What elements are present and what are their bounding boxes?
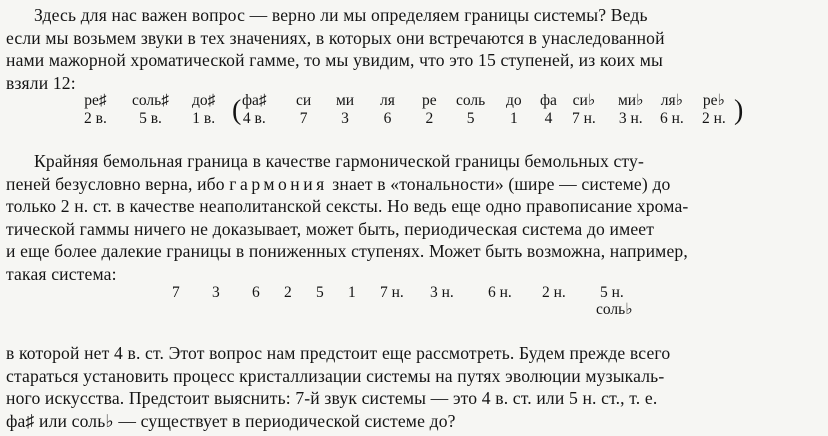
note-degree: 5 в. — [139, 110, 162, 127]
note-cell — [192, 92, 215, 128]
note-degree: 3 н. — [618, 110, 643, 127]
note-cell — [456, 92, 485, 128]
open-parenthesis: ( — [232, 95, 242, 126]
degree-item: 6 — [252, 284, 260, 301]
text-line: ного искусства. Предстоит выяснить: 7-й звук системы — это 4 в. ст. или 5 н. ст., т. е. — [6, 388, 658, 409]
note-cell — [702, 92, 726, 128]
note-cell — [336, 92, 354, 128]
note-degree: 4 — [544, 110, 553, 127]
text-line: Здесь для нас важен вопрос — верно ли мы определяем границы системы? Ведь — [34, 5, 648, 25]
degree-sequence — [160, 284, 680, 320]
note-degree: 3 — [341, 110, 349, 127]
note-name: си — [296, 92, 312, 109]
text-line: только 2 н. ст. в качестве неаполитанской сексты. Но ведь еще одно правописание хрома- — [6, 196, 689, 217]
degree-item: 7 — [172, 284, 180, 301]
note-degree: 6 — [383, 110, 392, 127]
close-parenthesis: ) — [734, 95, 744, 126]
note-cell — [132, 92, 169, 128]
note-cell — [506, 92, 522, 128]
text-line: такая система: — [6, 263, 117, 284]
degree-item: 7 н. — [380, 284, 404, 301]
text-line: нами мажорной хроматической гамме, то мы увидим, что это 15 ступеней, из коих мы — [6, 50, 663, 71]
degree-item: 3 н. — [430, 284, 454, 301]
paragraph-question — [6, 342, 826, 432]
emphasized-word: гармония — [229, 173, 328, 194]
note-name: до — [506, 92, 522, 109]
paragraph-intro — [6, 4, 826, 94]
note-degree: 1 — [509, 110, 518, 127]
text-line: тической гаммы ничего не доказывает, может быть, периодическая система до имеет — [6, 218, 655, 239]
notes-degree-table — [84, 92, 744, 136]
note-cell — [380, 92, 395, 128]
degree-sub-label: соль♭ — [596, 301, 633, 318]
note-name: ми — [336, 92, 355, 109]
note-name: ре♭ — [702, 92, 725, 109]
note-name: соль♯ — [132, 92, 169, 109]
text-fragment: пеней безусловно верна, ибо — [6, 173, 225, 194]
note-degree: 5 — [466, 110, 475, 127]
note-name: до♯ — [192, 92, 216, 109]
text-line: Крайняя бемольная граница в качестве гармонической границы бемольных сту- — [34, 151, 644, 171]
note-name: фа♯ — [242, 92, 267, 109]
text-line: и еще более далекие границы в пониженных ступенях. Может быть возможна, например, — [6, 241, 688, 262]
text-line: фа♯ или соль♭ — существует в периодической системе до? — [6, 410, 456, 431]
note-cell — [572, 92, 596, 128]
note-name: си♭ — [572, 92, 596, 109]
degree-item: 5 — [316, 284, 324, 301]
note-degree: 2 — [425, 110, 434, 127]
text-line: в которой нет 4 в. ст. Этот вопрос нам предстоит еще рассмотреть. Будем прежде всего — [6, 343, 671, 363]
text-line: если мы возьмем звуки в тех значениях, в которых они встречаются в унаследованной — [6, 27, 665, 48]
text-line — [6, 173, 826, 196]
note-name: фа — [540, 92, 557, 109]
note-degree: 6 н. — [660, 110, 684, 127]
note-degree: 7 н. — [572, 110, 596, 127]
note-cell — [242, 92, 267, 128]
text-fragment: знает в «тональности» (шире — системе) до — [332, 173, 671, 194]
degree-item: 5 н. — [600, 284, 624, 301]
note-degree: 2 н. — [702, 110, 726, 127]
text-line: взяли 12: — [6, 72, 76, 93]
note-degree: 1 в. — [192, 110, 216, 127]
note-name: ре♯ — [84, 92, 107, 109]
note-cell — [660, 92, 684, 128]
degree-item: 6 н. — [488, 284, 512, 301]
note-name: ми♭ — [618, 92, 644, 109]
note-name: ля — [380, 92, 395, 109]
degree-item: 2 н. — [542, 284, 566, 301]
note-cell — [422, 92, 437, 128]
note-cell — [540, 92, 557, 128]
note-name: ля♭ — [660, 92, 683, 109]
text-line: стараться установить процесс кристаллизации системы на путях эволюции музыкаль- — [6, 365, 665, 386]
degree-item: 1 — [348, 284, 356, 301]
note-degree: 4 в. — [242, 110, 266, 127]
note-cell — [296, 92, 311, 128]
degree-item: 2 — [284, 284, 292, 301]
paragraph-flat-boundary — [6, 150, 826, 286]
note-cell — [618, 92, 643, 128]
degree-item: 3 — [212, 284, 220, 301]
note-degree: 7 — [299, 110, 308, 127]
note-name: ре — [422, 92, 437, 109]
note-name: соль — [456, 92, 486, 109]
note-degree: 2 в. — [84, 110, 107, 127]
note-cell — [84, 92, 107, 128]
